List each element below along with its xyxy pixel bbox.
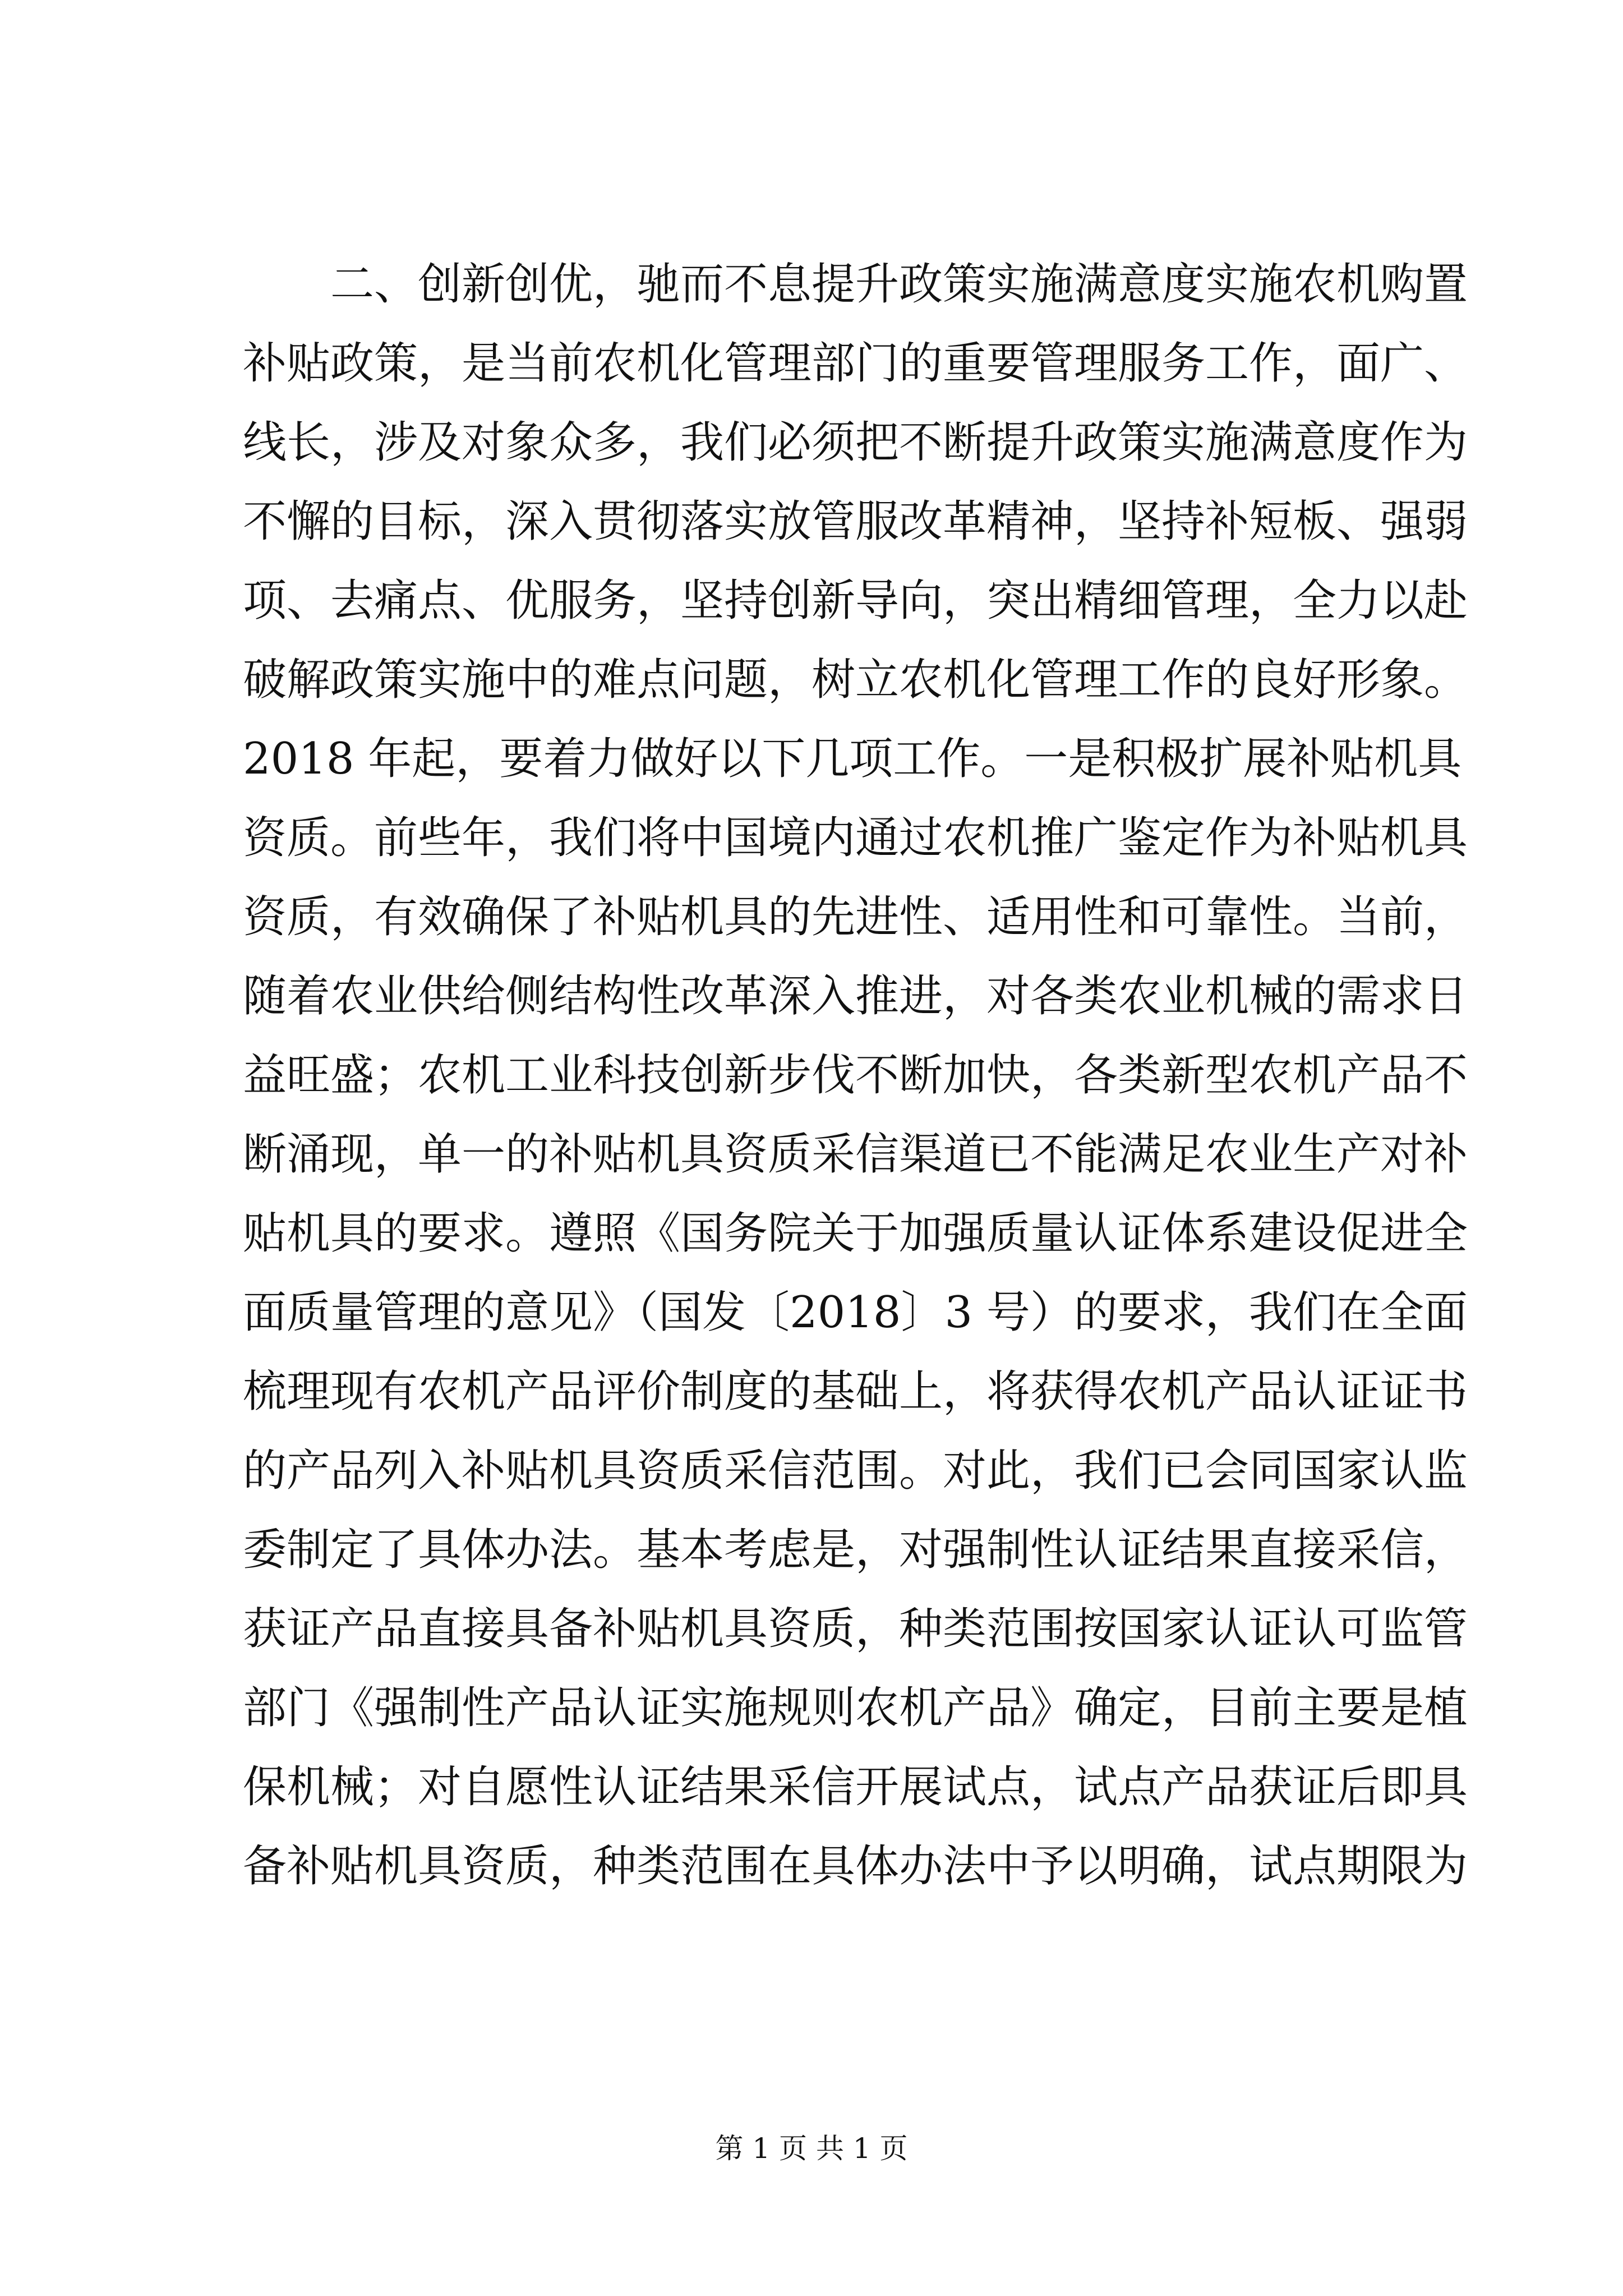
paragraph-line: 线长，涉及对象众多，我们必须把不断提升政策实施满意度作为 <box>243 417 1468 468</box>
paragraph-line: 资质。前些年，我们将中国境内通过农机推广鉴定作为补贴机具 <box>243 813 1468 863</box>
paragraph-line: 断涌现，单一的补贴机具资质采信渠道已不能满足农业生产对补 <box>243 1129 1468 1180</box>
paragraph-line: 益旺盛；农机工业科技创新步伐不断加快，各类新型农机产品不 <box>243 1050 1468 1101</box>
paragraph-line: 资质，有效确保了补贴机具的先进性、适用性和可靠性。当前， <box>243 892 1468 942</box>
paragraph-line: 获证产品直接具备补贴机具资质，种类范围按国家认证认可监管 <box>243 1604 1468 1654</box>
paragraph-line: 补贴政策，是当前农机化管理部门的重要管理服务工作，面广、 <box>243 338 1468 389</box>
paragraph-line: 备补贴机具资质，种类范围在具体办法中予以明确，试点期限为 <box>243 1841 1468 1892</box>
paragraph-line: 的产品列入补贴机具资质采信范围。对此，我们已会同国家认监 <box>243 1446 1468 1496</box>
paragraph-line: 项、去痛点、优服务，坚持创新导向，突出精细管理，全力以赴 <box>243 576 1468 626</box>
paragraph-line: 破解政策实施中的难点问题，树立农机化管理工作的良好形象。 <box>243 655 1468 705</box>
paragraph-line: 部门《强制性产品认证实施规则农机产品》确定，目前主要是植 <box>243 1683 1468 1733</box>
paragraph-line: 面质量管理的意见》（国发〔2018〕3 号）的要求，我们在全面 <box>243 1287 1468 1338</box>
paragraph-line: 2018 年起，要着力做好以下几项工作。一是积极扩展补贴机具 <box>243 734 1462 784</box>
paragraph-line: 不懈的目标，深入贯彻落实放管服改革精神，坚持补短板、强弱 <box>243 496 1468 547</box>
paragraph-line: 二、创新创优，驰而不息提升政策实施满意度实施农机购置 <box>330 259 1468 310</box>
page-number-footer: 第 1 页 共 1 页 <box>715 2132 908 2165</box>
paragraph-line: 保机械；对自愿性认证结果采信开展试点，试点产品获证后即具 <box>243 1762 1468 1812</box>
paragraph-line: 贴机具的要求。遵照《国务院关于加强质量认证体系建设促进全 <box>243 1208 1468 1259</box>
paragraph-line: 随着农业供给侧结构性改革深入推进，对各类农业机械的需求日 <box>243 971 1468 1022</box>
document-body <box>243 245 1468 1906</box>
paragraph-line: 梳理现有农机产品评价制度的基础上，将获得农机产品认证证书 <box>243 1366 1468 1417</box>
paragraph-line: 委制定了具体办法。基本考虑是，对强制性认证结果直接采信， <box>243 1525 1468 1575</box>
